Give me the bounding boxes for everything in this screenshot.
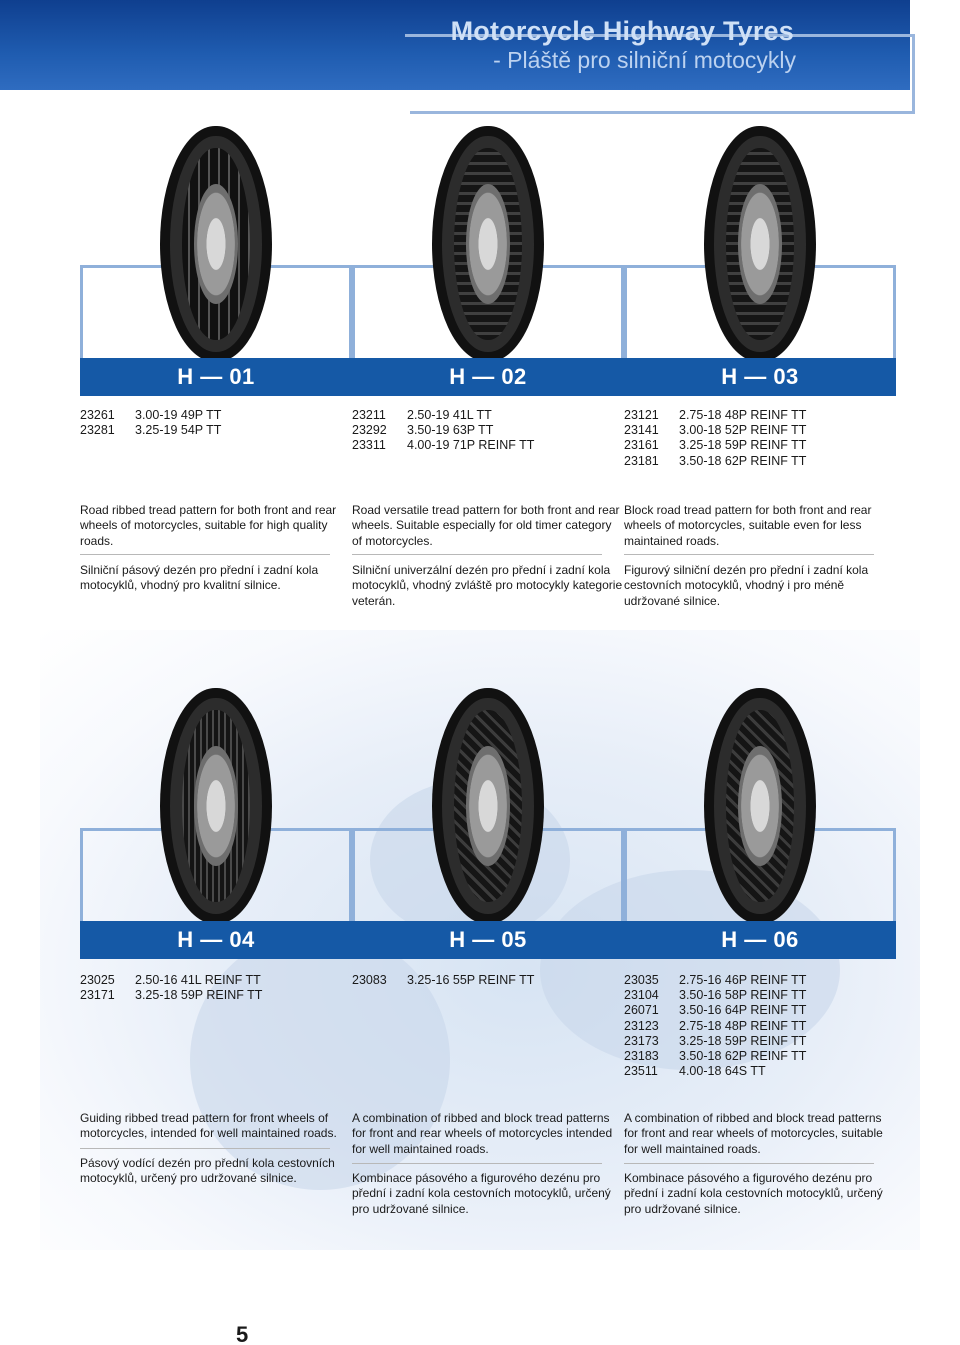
size-row: 23281 3.25-19 54P TT (80, 423, 222, 438)
model-label: H — 05 (352, 921, 624, 959)
description-cz: Kombinace pásového a figurového dezénu pro přední i zadní kola cestovních motocyklů, určený pro udržované silnice. (352, 1171, 611, 1216)
page-title: Motorcycle Highway Tyres (450, 16, 794, 46)
size-row: 23035 2.75-16 46P REINF TT (624, 973, 807, 987)
size-row: 23181 3.50-18 62P REINF TT (624, 453, 807, 468)
page-subtitle: - Pláště pro silniční motocykly (493, 47, 796, 73)
description-cz: Silniční univerzální dezén pro přední i zadní kola motocyklů, vhodný zvláště pro motocykly kategorie veterán. (352, 563, 623, 608)
size-row: 23123 2.75-18 48P REINF TT (624, 1018, 807, 1033)
description-divider (352, 1163, 602, 1164)
size-row: 23104 3.50-16 58P REINF TT (624, 988, 807, 1003)
size-row: 23292 3.50-19 63P TT (352, 423, 494, 438)
description-cz: Figurový silniční dezén pro přední i zadní kola cestovních motocyklů, vhodný i pro méně udržované silnice. (624, 563, 869, 608)
size-row: 23183 3.50-18 62P REINF TT (624, 1049, 807, 1064)
tyre-image-h04 (160, 688, 272, 924)
description-en: Road versatile tread pattern for both front and rear wheels. Suitable especially for old timer category of motorcycles. (352, 503, 620, 548)
size-row: 23211 2.50-19 41L TT (352, 408, 492, 422)
model-label: H — 06 (624, 921, 896, 959)
size-row: 23261 3.00-19 49P TT (80, 408, 222, 422)
description-divider (80, 1148, 330, 1149)
header-band (0, 0, 960, 110)
description-cz: Silniční pásový dezén pro přední i zadní kola motocyklů, vhodný pro kvalitní silnice. (80, 563, 319, 593)
model-label: H — 03 (624, 358, 896, 396)
tyre-image-h03 (704, 126, 816, 362)
description-en: A combination of ribbed and block tread patterns for front and rear wheels of motorcycles, suitable for well maintained roads. (624, 1111, 883, 1156)
size-row: 26071 3.50-16 64P REINF TT (624, 1003, 807, 1018)
model-label: H — 04 (80, 921, 352, 959)
size-list (352, 973, 624, 988)
size-row: 23173 3.25-18 59P REINF TT (624, 1033, 807, 1048)
description-en: A combination of ribbed and block tread patterns for front and rear wheels of motorcycles intended for well maintained roads. (352, 1111, 613, 1156)
size-row: 23171 3.25-18 59P REINF TT (80, 988, 263, 1003)
size-row: 23161 3.25-18 59P REINF TT (624, 438, 807, 453)
description-cz: Kombinace pásového a figurového dezénu pro přední i zadní kola cestovních motocyklů, určený pro udržované silnice. (624, 1171, 883, 1216)
model-label: H — 02 (352, 358, 624, 396)
tyre-image-h02 (432, 126, 544, 362)
description-en: Road ribbed tread pattern for both front and rear wheels of motorcycles, suitable for high quality roads. (80, 503, 337, 548)
description-en: Guiding ribbed tread pattern for front wheels of motorcycles, intended for well maintained roads. (80, 1111, 337, 1141)
size-list (352, 408, 624, 454)
description-divider (352, 554, 602, 555)
tyre-image-h05 (432, 688, 544, 924)
description-divider (624, 1163, 874, 1164)
size-row: 23141 3.00-18 52P REINF TT (624, 423, 807, 438)
size-row: 23511 4.00-18 64S TT (624, 1064, 766, 1079)
size-list (624, 973, 896, 1079)
tyre-image-h06 (704, 688, 816, 924)
size-row: 23311 4.00-19 71P REINF TT (352, 438, 535, 453)
model-label: H — 01 (80, 358, 352, 396)
description-divider (80, 554, 330, 555)
size-row: 23083 3.25-16 55P REINF TT (352, 973, 535, 987)
size-list (624, 408, 896, 469)
size-list (80, 973, 352, 1003)
description-en: Block road tread pattern for both front and rear wheels of motorcycles, suitable even for less maintained roads. (624, 503, 872, 548)
size-row: 23121 2.75-18 48P REINF TT (624, 408, 807, 422)
size-row: 23025 2.50-16 41L REINF TT (80, 973, 261, 987)
page-number: 5 (236, 1322, 249, 1345)
description-cz: Pásový vodící dezén pro přední kola cestovních motocyklů, určený pro udržované silnice. (80, 1156, 335, 1186)
tyre-image-h01 (160, 126, 272, 362)
description-divider (624, 554, 874, 555)
size-list (80, 408, 352, 438)
